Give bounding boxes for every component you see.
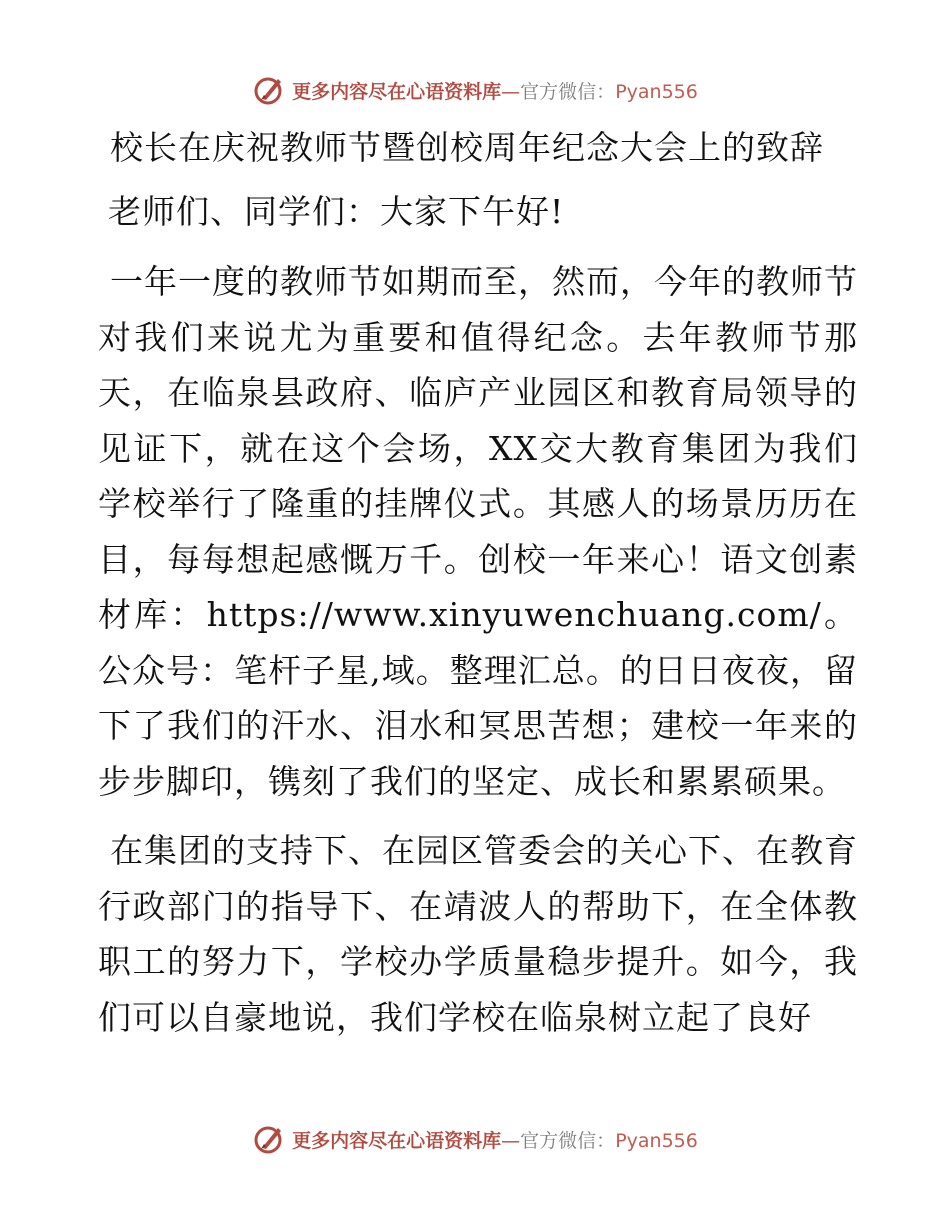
paragraph-1 xyxy=(98,254,858,809)
banner-wechat-label: 官方微信： xyxy=(520,1129,616,1152)
paragraph-2 xyxy=(98,823,858,1045)
banner-text xyxy=(292,1126,698,1153)
banner-wechat-id: Pyan556 xyxy=(615,1129,698,1152)
banner-wechat-label: 官方微信： xyxy=(520,80,616,103)
quill-logo-icon xyxy=(252,1122,286,1156)
header-banner xyxy=(0,70,950,110)
paragraph-2-text: 在集团的支持下、在园区管委会的关心下、在教育行政部门的指导下、在靖波人的帮助下，在全体教职工的努力下，学校办学质量稳步提升。如今，我们可以自豪地说，我们学校在临泉树立起了良好 xyxy=(98,831,858,1037)
document-body xyxy=(98,120,858,1045)
paragraph-1-text: 一年一度的教师节如期而至，然而，今年的教师节对我们来说尤为重要和值得纪念。去年教师节那天，在临泉县政府、临庐产业园区和教育局领导的见证下，就在这个会场，XX交大教育集团为我们学校举行了隆重的挂牌仪式。其感人的场景历历在目，每每想起感慨万千。创校一年来心！语文创素材库：https://www.xinyuwenchuang.com/。公众号：笔杆子星,域。整理汇总。的日日夜夜，留下了我们的汗水、泪水和冥思苦想；建校一年来的步步脚印，镌刻了我们的坚定、成长和累累硕果。 xyxy=(98,262,858,801)
document-title: 校长在庆祝教师节暨创校周年纪念大会上的致辞 xyxy=(110,128,824,167)
footer-banner xyxy=(0,1119,950,1159)
salutation: 老师们、同学们：大家下午好! xyxy=(108,192,565,231)
banner-text xyxy=(292,77,698,104)
banner-main-text: 更多内容尽在心语资料库 xyxy=(292,1129,502,1152)
banner-main-text: 更多内容尽在心语资料库 xyxy=(292,80,502,103)
quill-logo-icon xyxy=(252,73,286,107)
banner-wechat-id: Pyan556 xyxy=(615,80,698,103)
banner-dash: — xyxy=(501,1129,521,1152)
banner-dash: — xyxy=(501,80,521,103)
